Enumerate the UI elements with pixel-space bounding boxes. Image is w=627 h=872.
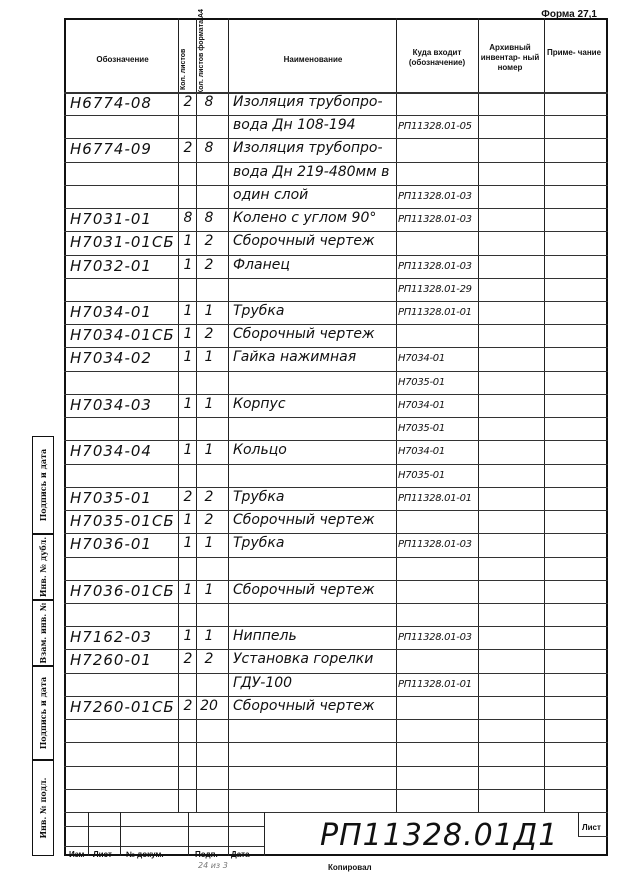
where-used-cell: РП11328.01-01 (398, 492, 472, 504)
sheets-a4-cell: 1 (204, 535, 214, 552)
designation-cell: H7034-01 (70, 303, 152, 322)
stamp-col-doc: № докум. (126, 850, 164, 859)
name-cell: Трубка (233, 303, 285, 320)
designation-cell: H7034-03 (70, 395, 152, 414)
row-divider (64, 719, 608, 720)
sheets-cell: 8 (183, 210, 193, 227)
sheets-a4-cell: 2 (204, 326, 214, 343)
row-divider (64, 255, 608, 256)
row-divider (64, 185, 608, 186)
designation-cell: H7162-03 (70, 628, 152, 647)
side-cell (32, 600, 54, 666)
sheets-a4-cell: 2 (204, 256, 214, 273)
side-label: Инв. № подл. (38, 777, 48, 839)
name-cell: Трубка (233, 535, 285, 552)
name-cell: Колено с углом 90° (233, 210, 377, 227)
sheets-cell: 1 (183, 628, 193, 645)
row-divider (64, 533, 608, 534)
row-divider (64, 324, 608, 325)
where-used-cell: H7035-01 (398, 469, 445, 481)
row-divider (64, 208, 608, 209)
designation-cell: H7031-01 (70, 210, 152, 229)
designation-cell: H7260-01СБ (70, 697, 175, 716)
name-cell: Ниппель (233, 628, 297, 645)
side-cell (32, 760, 54, 856)
row-divider (64, 347, 608, 348)
name-cell: Гайка нажимная (233, 349, 357, 366)
designation-cell: H7260-01 (70, 651, 152, 670)
sheets-cell: 1 (183, 512, 193, 529)
row-divider (64, 231, 608, 232)
where-used-cell: H7034-01 (398, 399, 445, 411)
sheets-cell: 1 (183, 535, 193, 552)
row-divider (64, 487, 608, 488)
row-divider (64, 417, 608, 418)
where-used-cell: РП11328.01-05 (398, 121, 472, 133)
designation-cell: H7032-01 (70, 256, 152, 275)
sheets-a4-cell: 8 (204, 210, 214, 227)
stamp-column (88, 812, 89, 856)
row-divider (64, 789, 608, 790)
sheets-a4-cell: 1 (204, 395, 214, 412)
stamp-column (578, 812, 579, 836)
name-cell: Сборочный чертеж (233, 581, 375, 598)
header-sheets-a4: Кол. листов формата А4 (198, 9, 205, 94)
name-cell: Сборочный чертеж (233, 233, 375, 250)
sheets-cell: 1 (183, 349, 193, 366)
where-used-cell: РП11328.01-01 (398, 307, 472, 319)
designation-cell: H7036-01СБ (70, 581, 175, 600)
row-divider (64, 580, 608, 581)
sheets-a4-cell: 20 (200, 697, 218, 714)
header-name: Наименование (283, 55, 343, 64)
row-divider (64, 696, 608, 697)
sheets-cell: 1 (183, 233, 193, 250)
header-where-used: Куда входит (обозначение) (408, 48, 466, 67)
stamp-divider (578, 836, 608, 837)
sheets-cell: 2 (183, 488, 193, 505)
name-cell: Изоляция трубопро- (233, 140, 383, 157)
side-cell (32, 436, 54, 534)
row-divider (64, 278, 608, 279)
where-used-cell: РП11328.01-03 (398, 260, 472, 272)
sheets-cell: 1 (183, 303, 193, 320)
row-divider (64, 394, 608, 395)
bottom-note: 24 из 3 (198, 861, 228, 870)
stamp-divider (64, 812, 608, 813)
column-divider (544, 18, 545, 812)
row-divider (64, 510, 608, 511)
name-cell: Сборочный чертеж (233, 326, 375, 343)
sheets-a4-cell: 2 (204, 651, 214, 668)
column-divider (178, 18, 179, 812)
copied-label: Копировал (328, 863, 372, 872)
form-label: Форма 27,1 (541, 9, 597, 20)
sheets-cell: 1 (183, 581, 193, 598)
document-number: РП11328.01Д1 (320, 818, 559, 853)
where-used-cell: РП11328.01-03 (398, 214, 472, 226)
row-divider (64, 371, 608, 372)
designation-cell: H6774-09 (70, 140, 152, 159)
name-cell: Установка горелки (233, 651, 374, 668)
row-divider (64, 138, 608, 139)
sheets-a4-cell: 1 (204, 628, 214, 645)
where-used-cell: РП11328.01-01 (398, 678, 472, 690)
designation-cell: H7036-01 (70, 535, 152, 554)
sheets-cell: 2 (183, 697, 193, 714)
sheets-a4-cell: 1 (204, 581, 214, 598)
sheet-label: Лист (582, 823, 601, 832)
column-divider (478, 18, 479, 812)
sheets-cell: 2 (183, 651, 193, 668)
row-divider (64, 162, 608, 163)
where-used-cell: H7035-01 (398, 423, 445, 435)
name-cell: вода Дн 219-480мм в (233, 163, 390, 180)
row-divider (64, 673, 608, 674)
stamp-col-sign: Подп. (195, 850, 218, 859)
name-cell: ГДУ-100 (233, 674, 293, 691)
sheets-a4-cell: 2 (204, 512, 214, 529)
row-divider (64, 557, 608, 558)
name-cell: Кольцо (233, 442, 287, 459)
stamp-column (264, 812, 265, 856)
designation-cell: H7034-02 (70, 349, 152, 368)
header-designation: Обозначение (96, 55, 149, 64)
side-cell (32, 666, 54, 760)
designation-cell: H7035-01 (70, 488, 152, 507)
where-used-cell: H7035-01 (398, 376, 445, 388)
where-used-cell: H7034-01 (398, 446, 445, 458)
side-label: Подпись и дата (38, 676, 48, 750)
stamp-col-date: Дата (231, 850, 250, 859)
sheets-cell: 1 (183, 326, 193, 343)
stamp-divider (64, 826, 264, 827)
row-divider (64, 464, 608, 465)
row-divider (64, 766, 608, 767)
sheets-cell: 1 (183, 442, 193, 459)
name-cell: Сборочный чертеж (233, 512, 375, 529)
sheets-cell: 1 (183, 256, 193, 273)
name-cell: Сборочный чертеж (233, 697, 375, 714)
where-used-cell: РП11328.01-03 (398, 539, 472, 551)
header-note: Приме- чание (546, 48, 602, 57)
designation-cell: H7031-01СБ (70, 233, 175, 252)
stamp-divider (64, 846, 264, 847)
stamp-col-list: Лист (93, 850, 112, 859)
sheets-a4-cell: 1 (204, 349, 214, 366)
side-label: Взам. инв. № (38, 602, 48, 664)
stamp-column (120, 812, 121, 856)
where-used-cell: РП11328.01-03 (398, 632, 472, 644)
where-used-cell: H7034-01 (398, 353, 445, 365)
side-label: Подпись и дата (38, 448, 48, 522)
sheets-a4-cell: 8 (204, 140, 214, 157)
row-divider (64, 115, 608, 116)
name-cell: Трубка (233, 488, 285, 505)
row-divider (64, 301, 608, 302)
sheets-a4-cell: 2 (204, 233, 214, 250)
name-cell: вода Дн 108-194 (233, 117, 356, 134)
side-cell (32, 534, 54, 600)
row-divider (64, 626, 608, 627)
sheets-cell: 1 (183, 395, 193, 412)
row-divider (64, 649, 608, 650)
designation-cell: H7035-01СБ (70, 512, 175, 531)
name-cell: один слой (233, 186, 309, 203)
row-divider (64, 440, 608, 441)
stamp-column (228, 812, 229, 856)
header-archive: Архивный инвентар- ный номер (480, 43, 540, 72)
column-divider (396, 18, 397, 812)
designation-cell: H7034-04 (70, 442, 152, 461)
designation-cell: H6774-08 (70, 94, 152, 112)
sheets-a4-cell: 2 (204, 488, 214, 505)
sheets-cell: 2 (183, 94, 193, 110)
sheets-a4-cell: 8 (204, 94, 214, 110)
sheets-a4-cell: 1 (204, 442, 214, 459)
row-divider (64, 603, 608, 604)
stamp-col-izm: Изм (69, 850, 85, 859)
stamp-column (188, 812, 189, 856)
sheets-a4-cell: 1 (204, 303, 214, 320)
designation-cell: H7034-01СБ (70, 326, 175, 345)
name-cell: Фланец (233, 256, 290, 273)
row-divider (64, 742, 608, 743)
side-label: Инв. № дубл. (38, 536, 48, 598)
column-divider (228, 18, 229, 812)
name-cell: Изоляция трубопро- (233, 94, 383, 110)
where-used-cell: РП11328.01-29 (398, 283, 472, 295)
header-sheets: Кол. листов (180, 48, 187, 90)
sheets-cell: 2 (183, 140, 193, 157)
name-cell: Корпус (233, 395, 286, 412)
where-used-cell: РП11328.01-03 (398, 190, 472, 202)
column-divider (196, 18, 197, 812)
